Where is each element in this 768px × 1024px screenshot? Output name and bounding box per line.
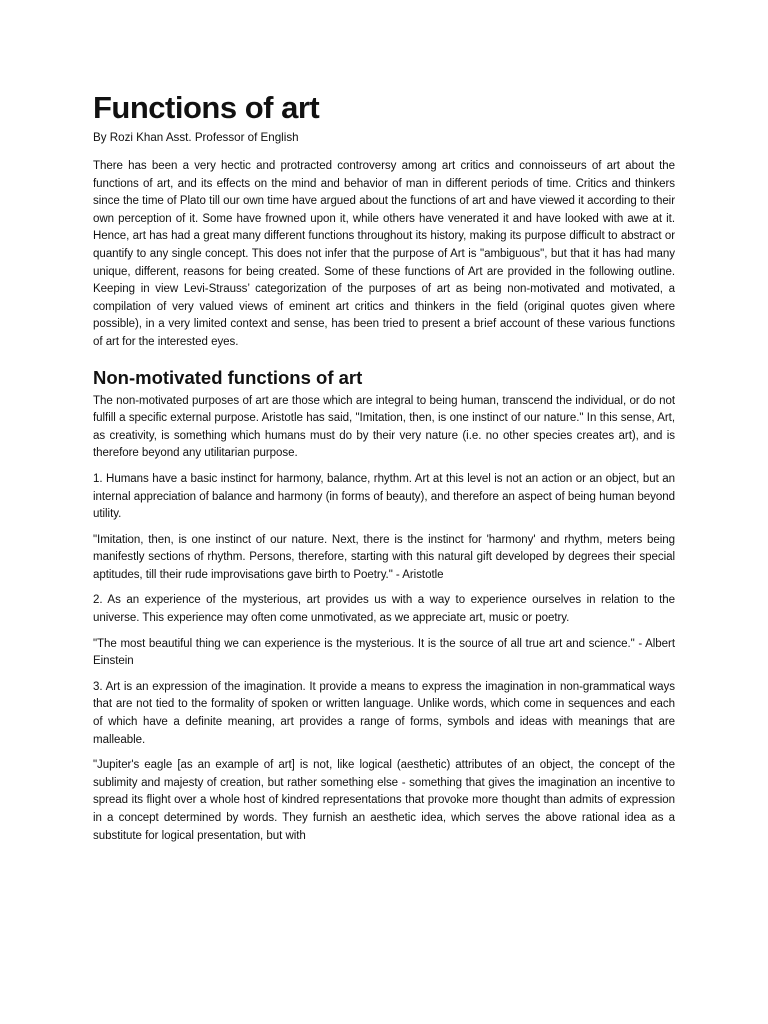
intro-paragraph: There has been a very hectic and protracted controversy among art critics and connoisseurs of art about the functions of art, and its effects on the mind and behavior of man in different periods of time. Critics and thinkers since the time of Plato till our own time have argued about the functions of art and have viewed it according to their own perception of it. Some have frowned upon it, while others have venerated it and have looked with awe at it. Hence, art has had a great many different functions throughout its history, making its purpose difficult to abstract or quantify to any single concept. This does not infer that the purpose of Art is "ambiguous", but that it has had many unique, different, reasons for being created. Some of these functions of Art are provided in the following outline. Keeping in view Levi-Strauss’ categorization of the purposes of art as being non-motivated and motivated, a compilation of very valued views of eminent art critics and thinkers in the field (original quotes given where possible), in a very limited context and sense, has been tried to present a brief account of these various functions of art for the interested eyes. [93,160,675,348]
document-title: Functions of art [93,90,320,125]
point-1-paragraph: 1. Humans have a basic instinct for harmony, balance, rhythm. Art at this level is not an action or an object, but an internal appreciation of balance and harmony (in forms of beauty), and therefore an aspect of being human beyond utility. [93,472,675,521]
section-heading: Non-motivated functions of art [93,366,363,388]
jupiter-eagle-quote: "Jupiter's eagle [as an example of art] is not, like logical (aesthetic) attributes of an object, the concept of the sublimity and majesty of creation, but rather something else - something that gives the imagination an incentive to spread its flight over a whole host of kindred representations that provoke more thought than admits of expression in a concept determined by words. They furnish an aesthetic idea, which serves the above rational idea as a substitute for logical presentation, but with [93,759,675,842]
einstein-quote: "The most beautiful thing we can experience is the mysterious. It is the source of all true art and science." - Albert Einstein [93,637,675,668]
section-intro-paragraph: The non-motivated purposes of art are those which are integral to being human, transcend the individual, or do not fulfill a specific external purpose. Aristotle has said, "Imitation, then, is one instinct of our nature." In this sense, Art, as creativity, is something which humans must do by their very nature (i.e. no other species creates art), and is therefore beyond any utilitarian purpose. [93,394,675,460]
point-3-paragraph: 3. Art is an expression of the imagination. It provide a means to express the imagination in non-grammatical ways that are not tied to the formality of spoken or written language. Unlike words, which come in sequences and each of which have a definite meaning, art provides a range of forms, symbols and ideas with meanings that are malleable. [93,680,675,746]
document-page [93,90,675,853]
author-byline: By Rozi Khan Asst. Professor of English [93,131,299,144]
aristotle-quote: "Imitation, then, is one instinct of our nature. Next, there is the instinct for 'harmony' and rhythm, meters being manifestly sections of rhythm. Persons, therefore, starting with this natural gift developed by degrees their special aptitudes, till their rude improvisations gave birth to Poetry." - Aristotle [93,533,675,581]
point-2-paragraph: 2. As an experience of the mysterious, art provides us with a way to experience ourselves in relation to the universe. This experience may often come unmotivated, as we appreciate art, music or poetry. [93,594,675,625]
